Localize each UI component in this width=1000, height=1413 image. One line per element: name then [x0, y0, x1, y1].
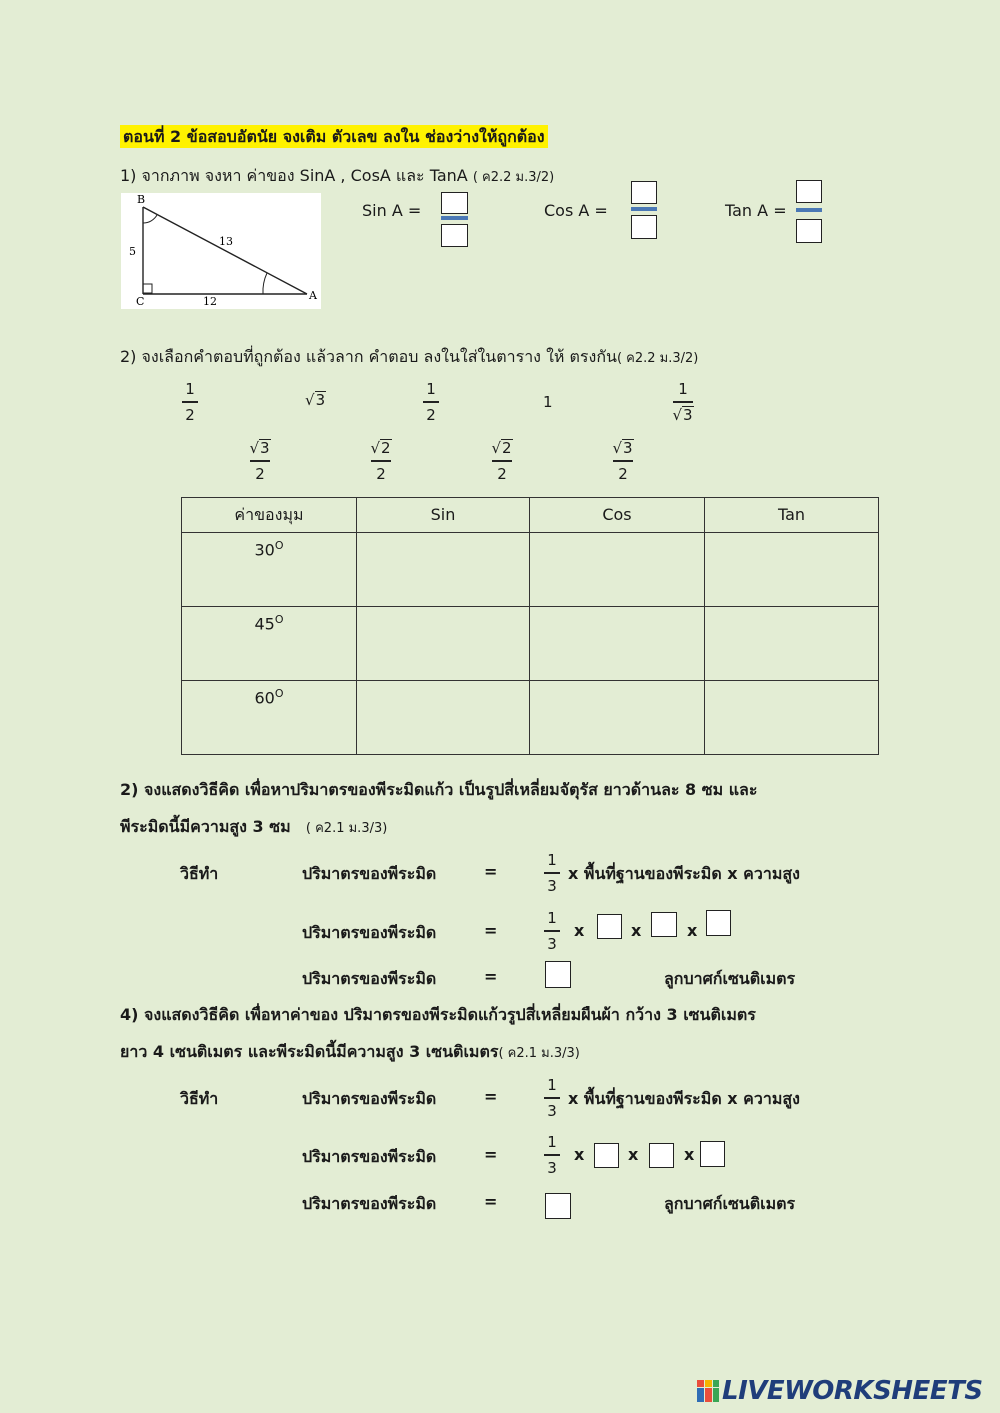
- q4-eq-1: =: [484, 1087, 498, 1106]
- option-half-2[interactable]: 1 2: [416, 379, 446, 425]
- drop-cell-tan-60[interactable]: [705, 681, 879, 755]
- q4-times-1: x: [574, 1145, 585, 1164]
- drop-cell-cos-60[interactable]: [530, 681, 705, 755]
- liveworksheets-logo-icon: [697, 1380, 719, 1402]
- tan-numerator-input[interactable]: [796, 180, 822, 203]
- q3-answer-input[interactable]: [545, 961, 571, 988]
- q1-prompt: 1) จากภาพ จงหา ค่าของ SinA , CosA และ TanA ( ค2.2 ม.3/2): [120, 166, 555, 185]
- angle-cell: $60^O$: [182, 681, 357, 755]
- header-tan: Tan: [705, 498, 879, 533]
- q3-prompt-line2: พีระมิดนี้มีความสูง 3 ซม ( ค2.1 ม.3/3): [120, 817, 388, 836]
- sin-denominator-input[interactable]: [441, 224, 468, 247]
- header-cos: Cos: [530, 498, 705, 533]
- q2-prompt: 2) จงเลือกคำตอบที่ถูกต้อง แล้วลาก คำตอบ ลงในใส่ในตาราง ให้ ตรงกัน( ค2.2 ม.3/2): [120, 347, 699, 366]
- triangle-figure: [121, 193, 321, 309]
- drop-cell-sin-45[interactable]: [357, 607, 530, 681]
- q3-times-2: x: [631, 921, 642, 940]
- q4-eq-2: =: [484, 1145, 498, 1164]
- q3-eq-3: =: [484, 967, 498, 986]
- q4-times-2: x: [628, 1145, 639, 1164]
- cos-numerator-input[interactable]: [631, 181, 657, 204]
- option-sqrt3[interactable]: √3: [305, 391, 326, 409]
- cos-fraction-bar: [631, 207, 657, 211]
- sin-numerator-input[interactable]: [441, 192, 468, 214]
- q3-eq-2: =: [484, 921, 498, 940]
- q3-lhs-2: ปริมาตรของพีระมิด: [302, 923, 437, 942]
- q4-height-input[interactable]: [700, 1141, 725, 1167]
- q3-prompt-line1: 2) จงแสดงวิธีคิด เพื่อหาปริมาตรของพีระมิดแก้ว เป็นรูปสี่เหลี่ยมจัตุรัส ยาวด้านละ 8 ซม และ: [120, 780, 758, 799]
- angle-cell: $30^O$: [182, 533, 357, 607]
- header-sin: Sin: [357, 498, 530, 533]
- option-sqrt3-over-2-a[interactable]: √3 2: [249, 439, 270, 483]
- side-ba: 13: [219, 235, 233, 248]
- q3-lhs-1: ปริมาตรของพีระมิด: [302, 864, 437, 883]
- cos-label: Cos A =: [544, 201, 608, 220]
- table-row: [182, 533, 879, 607]
- q4-answer-input[interactable]: [545, 1193, 571, 1219]
- option-sqrt2-over-2-b[interactable]: √2 2: [491, 439, 512, 483]
- tan-fraction-bar: [796, 208, 822, 212]
- q4-times-3: x: [684, 1145, 695, 1164]
- drop-cell-sin-30[interactable]: [357, 533, 530, 607]
- table-row: [182, 681, 879, 755]
- option-half-1[interactable]: 1 2: [175, 379, 205, 425]
- q4-prompt-line1: 4) จงแสดงวิธีคิด เพื่อหาค่าของ ปริมาตรของพีระมิดแก้วรูปสี่เหลี่ยมผืนผ้า กว้าง 3 เซนติเมตร: [120, 1005, 756, 1024]
- option-sqrt3-over-2-b[interactable]: √3 2: [612, 439, 633, 483]
- angle-cell: $45^O$: [182, 607, 357, 681]
- q3-times-3: x: [687, 921, 698, 940]
- cos-denominator-input[interactable]: [631, 215, 657, 239]
- sin-fraction-bar: [441, 216, 468, 220]
- drop-cell-tan-45[interactable]: [705, 607, 879, 681]
- drop-cell-sin-60[interactable]: [357, 681, 530, 755]
- option-one[interactable]: 1: [543, 393, 553, 411]
- side-ca: 12: [203, 295, 217, 308]
- section-title: ตอนที่ 2 ข้อสอบอัตนัย จงเติม ตัวเลข ลงใน ช่องว่างให้ถูกต้อง: [120, 125, 548, 150]
- q4-fraction-1: 1 3: [537, 1075, 567, 1121]
- drop-cell-cos-45[interactable]: [530, 607, 705, 681]
- q4-prompt-line2: ยาว 4 เซนติเมตร และพีระมิดนี้มีความสูง 3 เซนติเมตร( ค2.1 ม.3/3): [120, 1042, 580, 1061]
- drop-cell-tan-30[interactable]: [705, 533, 879, 607]
- q4-fraction-2: 1 3: [537, 1132, 567, 1178]
- trig-table: [181, 497, 879, 755]
- q3-formula: x พื้นที่ฐานของพีระมิด x ความสูง: [568, 864, 800, 883]
- header-angle: ค่าของมุม: [182, 498, 357, 533]
- q4-lhs-1: ปริมาตรของพีระมิด: [302, 1089, 437, 1108]
- side-bc: 5: [129, 245, 136, 258]
- drop-cell-cos-30[interactable]: [530, 533, 705, 607]
- q3-base-side-input-1[interactable]: [597, 914, 622, 939]
- table-row: [182, 607, 879, 681]
- q4-formula: x พื้นที่ฐานของพีระมิด x ความสูง: [568, 1089, 800, 1108]
- q3-method-label: วิธีทำ: [180, 864, 219, 883]
- q3-base-side-input-2[interactable]: [651, 912, 677, 937]
- q4-method-label: วิธีทำ: [180, 1089, 219, 1108]
- q4-lhs-3: ปริมาตรของพีระมิด: [302, 1194, 437, 1213]
- q3-fraction-2: 1 3: [537, 908, 567, 954]
- tan-denominator-input[interactable]: [796, 219, 822, 243]
- q3-unit: ลูกบาศก์เซนติเมตร: [664, 969, 796, 988]
- option-sqrt2-over-2-a[interactable]: √2 2: [370, 439, 391, 483]
- q4-eq-3: =: [484, 1192, 498, 1211]
- q3-height-input[interactable]: [706, 910, 731, 936]
- q3-lhs-3: ปริมาตรของพีระมิด: [302, 969, 437, 988]
- vertex-a: A: [309, 289, 317, 302]
- q4-width-input[interactable]: [594, 1143, 619, 1168]
- q4-length-input[interactable]: [649, 1143, 674, 1168]
- option-one-over-sqrt3[interactable]: 1 √3: [672, 380, 693, 424]
- vertex-b: B: [137, 193, 146, 206]
- q3-times-1: x: [574, 921, 585, 940]
- tan-label: Tan A =: [725, 201, 787, 220]
- liveworksheets-logo: LIVEWORKSHEETS: [722, 1376, 983, 1406]
- q4-unit: ลูกบาศก์เซนติเมตร: [664, 1194, 796, 1213]
- q3-fraction-1: 1 3: [537, 850, 567, 896]
- q3-eq-1: =: [484, 862, 498, 881]
- sin-label: Sin A =: [362, 201, 422, 220]
- q4-lhs-2: ปริมาตรของพีระมิด: [302, 1147, 437, 1166]
- vertex-c: C: [136, 295, 145, 308]
